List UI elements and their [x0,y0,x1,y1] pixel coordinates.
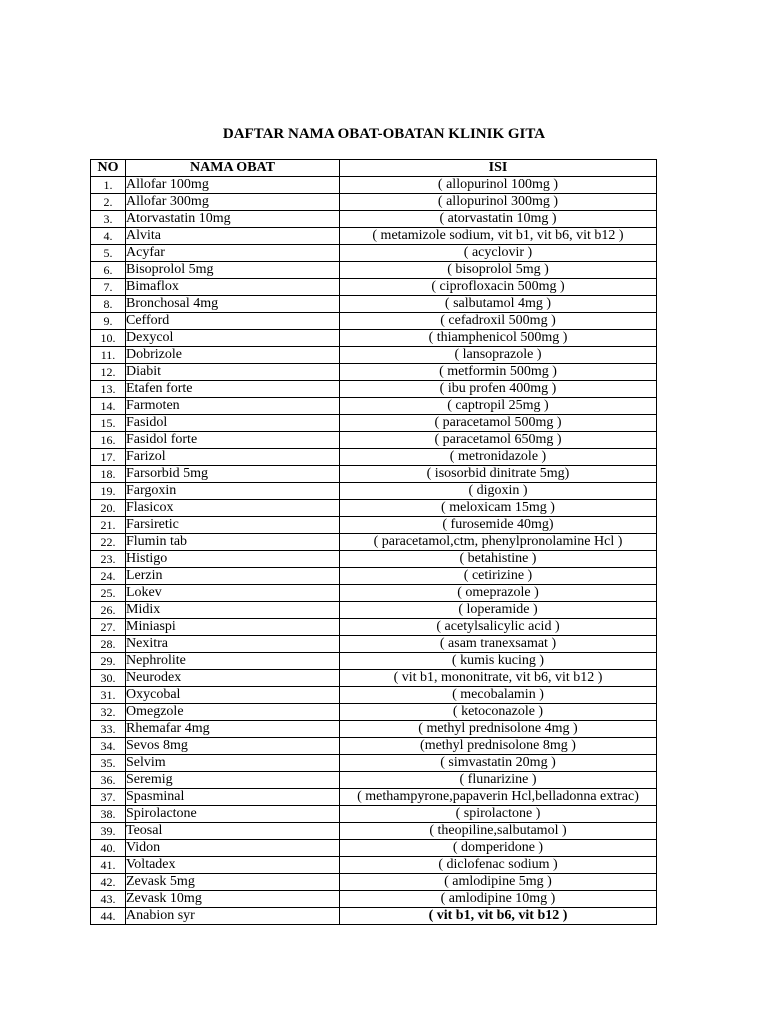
drug-name: Alvita [126,228,340,245]
drug-name: Bimaflox [126,279,340,296]
drug-name: Diabit [126,364,340,381]
drug-name: Farmoten [126,398,340,415]
header-drug-name: NAMA OBAT [126,160,340,177]
table-row [91,211,657,228]
table-row [91,891,657,908]
drug-name: Lokev [126,585,340,602]
header-no: NO [91,160,126,177]
row-number: 30. [91,670,126,687]
drug-contents: ( meloxicam 15mg ) [340,500,657,517]
drug-contents: ( atorvastatin 10mg ) [340,211,657,228]
row-number: 3. [91,211,126,228]
table-row [91,194,657,211]
drug-contents: ( asam tranexsamat ) [340,636,657,653]
drug-name: Flumin tab [126,534,340,551]
drug-name: Lerzin [126,568,340,585]
row-number: 7. [91,279,126,296]
drug-name: Nephrolite [126,653,340,670]
row-number: 21. [91,517,126,534]
table-row [91,449,657,466]
table-row [91,347,657,364]
row-number: 27. [91,619,126,636]
row-number: 28. [91,636,126,653]
drug-contents: ( cetirizine ) [340,568,657,585]
row-number: 39. [91,823,126,840]
row-number: 25. [91,585,126,602]
row-number: 38. [91,806,126,823]
drug-contents: ( paracetamol 500mg ) [340,415,657,432]
drug-contents: ( simvastatin 20mg ) [340,755,657,772]
drug-name: Spasminal [126,789,340,806]
drug-contents: ( ciprofloxacin 500mg ) [340,279,657,296]
row-number: 19. [91,483,126,500]
drug-name: Midix [126,602,340,619]
drug-name: Atorvastatin 10mg [126,211,340,228]
row-number: 23. [91,551,126,568]
drug-contents: ( mecobalamin ) [340,687,657,704]
drug-contents: ( captropil 25mg ) [340,398,657,415]
drug-name: Flasicox [126,500,340,517]
table-row [91,636,657,653]
row-number: 22. [91,534,126,551]
table-row [91,789,657,806]
table-row [91,279,657,296]
table-row [91,619,657,636]
drug-contents: ( methyl prednisolone 4mg ) [340,721,657,738]
drug-name: Vidon [126,840,340,857]
drug-name: Anabion syr [126,908,340,925]
row-number: 34. [91,738,126,755]
row-number: 9. [91,313,126,330]
drug-contents: ( lansoprazole ) [340,347,657,364]
drug-contents: ( thiamphenicol 500mg ) [340,330,657,347]
drug-contents: ( salbutamol 4mg ) [340,296,657,313]
table-row [91,313,657,330]
drug-contents: ( betahistine ) [340,551,657,568]
drug-name: Farizol [126,449,340,466]
table-row [91,721,657,738]
table-row [91,517,657,534]
drug-contents: ( amlodipine 10mg ) [340,891,657,908]
drug-name: Cefford [126,313,340,330]
drug-name: Fasidol forte [126,432,340,449]
drug-contents: ( ibu profen 400mg ) [340,381,657,398]
row-number: 35. [91,755,126,772]
row-number: 13. [91,381,126,398]
drug-contents: (methyl prednisolone 8mg ) [340,738,657,755]
table-row [91,602,657,619]
drug-name: Seremig [126,772,340,789]
drug-name: Bisoprolol 5mg [126,262,340,279]
table-row [91,500,657,517]
table-row [91,534,657,551]
drug-contents: ( metformin 500mg ) [340,364,657,381]
drug-name: Miniaspi [126,619,340,636]
row-number: 44. [91,908,126,925]
drug-contents: ( methampyrone,papaverin Hcl,belladonna extrac) [340,789,657,806]
drug-name: Sevos 8mg [126,738,340,755]
row-number: 17. [91,449,126,466]
row-number: 24. [91,568,126,585]
drug-name: Oxycobal [126,687,340,704]
drug-contents: ( paracetamol,ctm, phenylpronolamine Hcl ) [340,534,657,551]
drug-contents: ( omeprazole ) [340,585,657,602]
drug-contents: ( paracetamol 650mg ) [340,432,657,449]
row-number: 20. [91,500,126,517]
table-row [91,704,657,721]
drug-name: Acyfar [126,245,340,262]
table-row [91,823,657,840]
row-number: 1. [91,177,126,194]
drug-contents: ( cefadroxil 500mg ) [340,313,657,330]
drug-name: Allofar 300mg [126,194,340,211]
table-row [91,772,657,789]
drug-name: Etafen forte [126,381,340,398]
drug-contents: ( theopiline,salbutamol ) [340,823,657,840]
drug-name: Zevask 5mg [126,874,340,891]
row-number: 26. [91,602,126,619]
drug-contents: ( acetylsalicylic acid ) [340,619,657,636]
table-row [91,296,657,313]
table-row [91,857,657,874]
row-number: 2. [91,194,126,211]
table-row [91,245,657,262]
drug-contents: ( loperamide ) [340,602,657,619]
table-row [91,364,657,381]
drug-name: Zevask 10mg [126,891,340,908]
row-number: 10. [91,330,126,347]
table-row [91,262,657,279]
row-number: 43. [91,891,126,908]
drug-table [90,159,657,925]
table-header-row [91,160,657,177]
row-number: 33. [91,721,126,738]
row-number: 31. [91,687,126,704]
drug-contents: ( acyclovir ) [340,245,657,262]
row-number: 4. [91,228,126,245]
table-row [91,908,657,925]
row-number: 8. [91,296,126,313]
row-number: 37. [91,789,126,806]
table-row [91,874,657,891]
table-row [91,568,657,585]
table-row [91,755,657,772]
table-row [91,653,657,670]
table-row [91,415,657,432]
table-row [91,398,657,415]
drug-name: Farsiretic [126,517,340,534]
drug-contents: ( flunarizine ) [340,772,657,789]
table-row [91,585,657,602]
drug-name: Rhemafar 4mg [126,721,340,738]
row-number: 29. [91,653,126,670]
drug-contents: ( furosemide 40mg) [340,517,657,534]
table-row [91,806,657,823]
row-number: 41. [91,857,126,874]
row-number: 6. [91,262,126,279]
table-row [91,432,657,449]
row-number: 32. [91,704,126,721]
row-number: 40. [91,840,126,857]
row-number: 11. [91,347,126,364]
drug-name: Histigo [126,551,340,568]
drug-name: Neurodex [126,670,340,687]
drug-contents: ( allopurinol 100mg ) [340,177,657,194]
table-row [91,483,657,500]
drug-contents: ( spirolactone ) [340,806,657,823]
row-number: 5. [91,245,126,262]
table-row [91,670,657,687]
drug-contents: ( diclofenac sodium ) [340,857,657,874]
row-number: 12. [91,364,126,381]
drug-name: Nexitra [126,636,340,653]
drug-contents: ( isosorbid dinitrate 5mg) [340,466,657,483]
drug-name: Farsorbid 5mg [126,466,340,483]
drug-contents: ( ketoconazole ) [340,704,657,721]
drug-contents: ( metronidazole ) [340,449,657,466]
drug-name: Fargoxin [126,483,340,500]
table-row [91,738,657,755]
drug-name: Selvim [126,755,340,772]
table-row [91,381,657,398]
drug-contents: ( vit b1, vit b6, vit b12 ) [340,908,657,925]
drug-contents: ( kumis kucing ) [340,653,657,670]
drug-contents: ( vit b1, mononitrate, vit b6, vit b12 ) [340,670,657,687]
drug-name: Spirolactone [126,806,340,823]
table-row [91,330,657,347]
drug-name: Voltadex [126,857,340,874]
drug-contents: ( metamizole sodium, vit b1, vit b6, vit b12 ) [340,228,657,245]
row-number: 42. [91,874,126,891]
drug-name: Fasidol [126,415,340,432]
table-row [91,466,657,483]
drug-name: Teosal [126,823,340,840]
drug-contents: ( bisoprolol 5mg ) [340,262,657,279]
drug-contents: ( domperidone ) [340,840,657,857]
table-body [91,177,657,925]
row-number: 14. [91,398,126,415]
row-number: 16. [91,432,126,449]
drug-name: Bronchosal 4mg [126,296,340,313]
row-number: 18. [91,466,126,483]
row-number: 15. [91,415,126,432]
header-contents: ISI [340,160,657,177]
drug-name: Omegzole [126,704,340,721]
page-title: DAFTAR NAMA OBAT-OBATAN KLINIK GITA [222,126,546,142]
table-row [91,228,657,245]
drug-contents: ( allopurinol 300mg ) [340,194,657,211]
row-number: 36. [91,772,126,789]
drug-name: Allofar 100mg [126,177,340,194]
drug-name: Dobrizole [126,347,340,364]
drug-name: Dexycol [126,330,340,347]
table-row [91,687,657,704]
table-row [91,840,657,857]
table-row [91,551,657,568]
table-row [91,177,657,194]
drug-contents: ( amlodipine 5mg ) [340,874,657,891]
drug-contents: ( digoxin ) [340,483,657,500]
